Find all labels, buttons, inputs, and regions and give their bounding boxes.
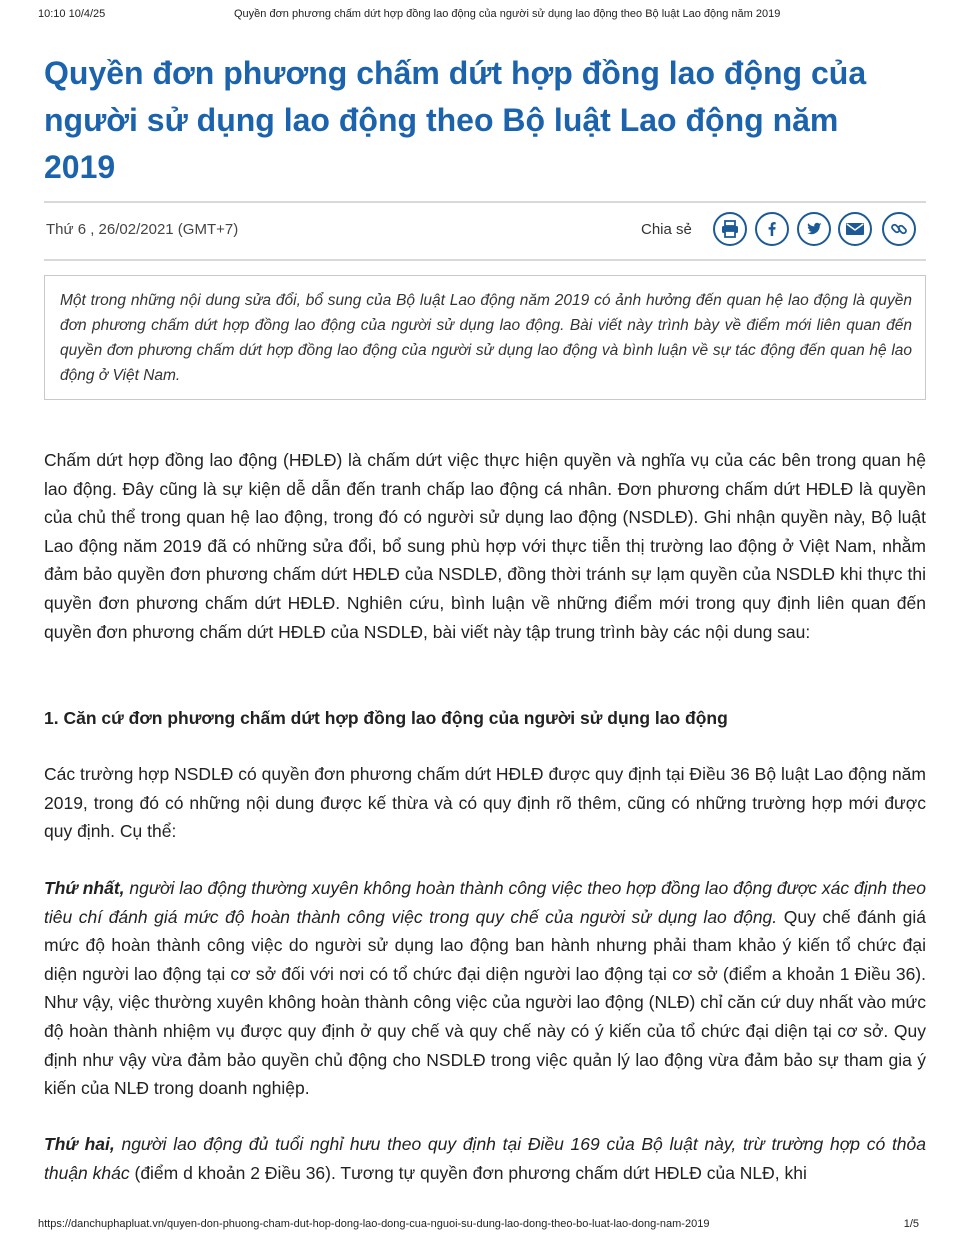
publish-date: Thứ 6 , 26/02/2021 (GMT+7): [46, 221, 239, 238]
link-icon: [889, 219, 909, 239]
page-url: https://danchuphapluat.vn/quyen-don-phuong-cham-dut-hop-dong-lao-dong-cua-nguoi-su-dung-lao-dong-theo-bo-luat-lao-dong-nam-2019: [38, 1218, 710, 1230]
email-icon: [844, 219, 866, 239]
article-meta-bar: [44, 201, 926, 261]
intro-paragraph: Chấm dứt hợp đồng lao động (HĐLĐ) là chấm dứt việc thực hiện quyền và nghĩa vụ của các bên trong quan hệ lao động. Đây cũng là sự kiện dễ dẫn đến tranh chấp lao động cá nhân. Đơn phương chấm dứt HĐLĐ là quyền của chủ thể trong quan hệ lao động, trong đó có người sử dụng lao động (NSDLĐ). Ghi nhận quyền này, Bộ luật Lao động năm 2019 đã có những sửa đổi, bổ sung phù hợp với thực tiễn thị trường lao động ở Việt Nam, nhằm đảm bảo quyền đơn phương chấm dứt HĐLĐ của NSDLĐ, đồng thời tránh sự lạm quyền của NSDLĐ khi thực thi quyền đơn phương chấm dứt HĐLĐ. Nghiên cứu, bình luận về những điểm mới trong quy định liên quan đến quyền đơn phương chấm dứt HĐLĐ của NSDLĐ, bài viết này tập trung trình bày các nội dung sau:: [44, 450, 926, 642]
first-case-text: Quy chế đánh giá mức độ hoàn thành công việc do người sử dụng lao động ban hành nhưng phải tham khảo ý kiến tổ chức đại diện người lao động tại cơ sở đối với nơi có tổ chức đại diện người lao động tại cơ sở (điểm a khoản 1 Điều 36). Như vậy, việc thường xuyên không hoàn thành công việc của người lao động (NLĐ) chỉ căn cứ duy nhất vào mức độ hoàn thành nhiệm vụ được quy định ở quy chế và quy chế này có ý kiến của tổ chức đại diện tại cơ sở. Quy định như vậy vừa đảm bảo quyền chủ động cho NSDLĐ trong việc quản lý lao động vừa đảm bảo sự tham gia ý kiến của NLĐ trong doanh nghiệp.: [44, 906, 927, 1099]
section-heading-1: 1. Căn cứ đơn phương chấm dứt hợp đồng lao động của người sử dụng lao động: [44, 708, 728, 728]
second-case-text: (điểm d khoản 2 Điều 36). Tương tự quyền đơn phương chấm dứt HĐLĐ của NLĐ, khi: [129, 1162, 807, 1183]
first-case-lead: Thứ nhất,: [44, 878, 125, 898]
share-email-button[interactable]: [838, 212, 872, 246]
second-case-lead: Thứ hai,: [44, 1134, 115, 1154]
twitter-icon: [804, 219, 824, 239]
first-case-quote: người lao động thường xuyên không hoàn thành công việc theo hợp đồng lao động được xác định theo tiêu chí đánh giá mức độ hoàn thành công việc trong quy chế của người sử dụng lao động.: [44, 878, 926, 927]
section-1-intro-paragraph: Các trường hợp NSDLĐ có quyền đơn phương chấm dứt HĐLĐ được quy định tại Điều 36 Bộ luật Lao động năm 2019, trong đó có những nội dung được kế thừa và có quy định rõ thêm, cũng có những trường hợp mới được quy định. Cụ thể:: [44, 764, 926, 842]
page-number: 1/5: [903, 1218, 919, 1230]
print-icon: [720, 219, 740, 239]
share-label: Chia sẻ: [641, 221, 692, 238]
copy-link-button[interactable]: [882, 212, 916, 246]
second-case-paragraph: [44, 1130, 926, 1187]
first-case-paragraph: [44, 874, 926, 1103]
print-footer: [38, 1218, 931, 1234]
share-facebook-button[interactable]: [755, 212, 789, 246]
share-twitter-button[interactable]: [797, 212, 831, 246]
print-button[interactable]: [713, 212, 747, 246]
print-header: [38, 8, 931, 24]
print-document-title: Quyền đơn phương chấm dứt hợp đồng lao động của người sử dụng lao động theo Bộ luật Lao động năm 2019: [234, 8, 781, 20]
print-timestamp: 10:10 10/4/25: [38, 8, 106, 20]
page-title: Quyền đơn phương chấm dứt hợp đồng lao động của người sử dụng lao động theo Bộ luật Lao động năm 2019: [44, 55, 867, 185]
second-case-quote: người lao động đủ tuổi nghỉ hưu theo quy định tại Điều 169 của Bộ luật này, trừ trường hợp có thỏa thuận khác: [44, 1134, 927, 1183]
article-summary: Một trong những nội dung sửa đổi, bổ sung của Bộ luật Lao động năm 2019 có ảnh hưởng đến quan hệ lao động là quyền đơn phương chấm dứt hợp đồng lao động của người sử dụng lao động. Bài viết này trình bày về điểm mới liên quan đến quyền đơn phương chấm dứt hợp đồng lao động của người sử dụng lao động và bình luận về sự tác động đến quan hệ lao động ở Việt Nam.: [44, 275, 926, 400]
facebook-icon: [762, 219, 782, 239]
